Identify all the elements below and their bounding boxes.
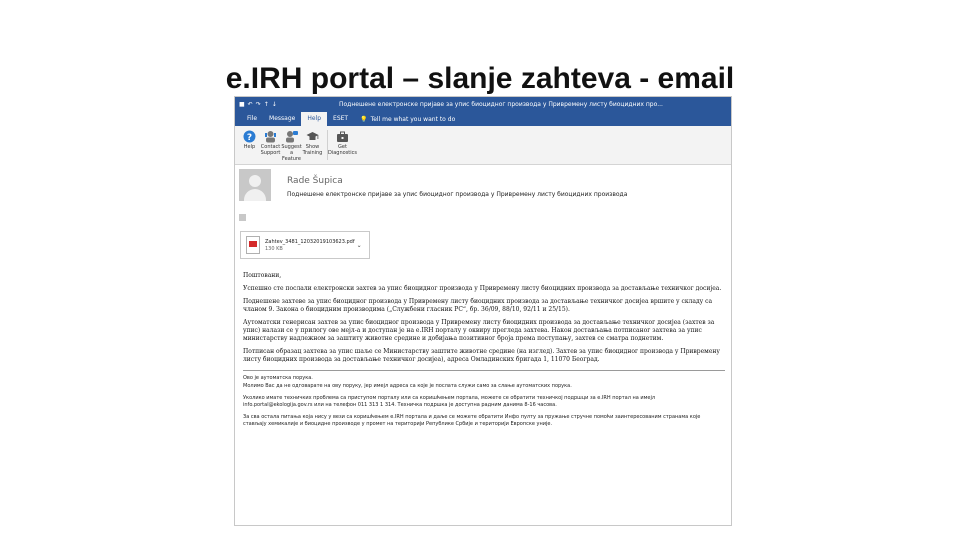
contact-support-button[interactable] bbox=[260, 126, 281, 164]
recipient-row[interactable] bbox=[239, 214, 246, 221]
tab-eset[interactable]: ESET bbox=[333, 115, 349, 122]
help-icon bbox=[243, 129, 257, 143]
attachment-info bbox=[265, 239, 355, 252]
redo-icon[interactable]: ↷ bbox=[255, 101, 264, 108]
up-icon[interactable]: ↑ bbox=[263, 101, 272, 108]
help-button[interactable] bbox=[239, 126, 260, 164]
attachment-name: Zahtev_3481_12032019103623.pdf bbox=[265, 238, 355, 245]
suggest-feature-icon bbox=[285, 129, 299, 143]
footer-paragraph: Молимо Вас да не одговарате на ову поруку, јер имејл адреса са које је послата служи само за слање аутоматских порука. bbox=[243, 383, 572, 389]
sender-avatar bbox=[239, 169, 271, 201]
message-header bbox=[235, 165, 731, 225]
down-icon[interactable]: ↓ bbox=[271, 101, 280, 108]
footer-paragraph: За сва остала питања која нису у вези са коришћењем е.IRH портала и даље се можете обратити Инфо пулту за пружање стручне помоћи заинтересованим странама које стављају хемикалије и биоцидне производе у промет на територији Републике Србије и територији Европске уније. bbox=[243, 414, 701, 427]
contact-support-label: Contact Support bbox=[260, 144, 281, 156]
tab-file[interactable]: File bbox=[247, 115, 258, 122]
divider bbox=[243, 370, 725, 371]
get-diagnostics-label: Get Diagnostics bbox=[328, 144, 358, 156]
get-diagnostics-button[interactable] bbox=[328, 126, 358, 164]
recipient-avatar bbox=[239, 214, 246, 221]
lightbulb-icon: 💡 bbox=[360, 115, 368, 123]
window-titlebar bbox=[235, 97, 731, 112]
body-paragraph: Поштовани, bbox=[243, 272, 282, 279]
email-window bbox=[234, 96, 732, 526]
suggest-feature-label: Suggest a Feature bbox=[281, 144, 302, 162]
body-paragraph: Поднешене захтеве за упис биоцидног производа у Привремену листу биоцидних производа за достављање техничког досијеа вршите у складу са чланом 9. Закона о биоцидним производима („Службени гласник РС“, бр. 36/09, 88/10, 92/11 и 25/15). bbox=[243, 298, 713, 313]
chevron-down-icon[interactable]: ⌄ bbox=[356, 241, 362, 249]
ribbon bbox=[235, 126, 731, 165]
show-training-icon bbox=[306, 129, 320, 143]
attachment-card[interactable] bbox=[240, 231, 370, 259]
tell-me-text: Tell me what you want to do bbox=[370, 115, 456, 123]
footer-paragraph: Уколико имате техничких проблема са приступом порталу или са коришћењем портала, можете се обратити техничкој подршци за е.IRH портал на имејл info.portal@ekologija.gov.rs или на телефон 011 313 1 314. Техничка подршка је доступна радним данима 8-16 часова. bbox=[243, 395, 656, 408]
quick-access-toolbar[interactable] bbox=[239, 97, 280, 112]
email-footer bbox=[243, 375, 725, 428]
tab-help[interactable]: Help bbox=[301, 112, 327, 126]
email-body bbox=[243, 272, 725, 433]
undo-icon[interactable]: ↶ bbox=[247, 101, 256, 108]
body-paragraph: Аутоматски генерисан захтев за упис биоцидног производа у Привремену листу биоцидних производа за достављање техничког досијеа (захтев за упис) налази се у прилогу ове мејл-а и доступан је на е.IRH порталу у оквиру прегледа захтева. Након достављања потписаног захтева за упис министарству надлежном за заштиту животне средине и добијања позитивног броја према поступању, захтев се сматра поднетим. bbox=[243, 319, 715, 342]
save-icon[interactable]: ■ bbox=[239, 101, 248, 108]
window-title: Поднешене електронске пријаве за упис биоцидног производа у Привремену листу биоцидних про... bbox=[339, 101, 663, 108]
show-training-button[interactable] bbox=[302, 126, 323, 164]
get-diagnostics-icon bbox=[336, 129, 350, 143]
sender-name[interactable]: Rade Šupica bbox=[287, 176, 343, 186]
ribbon-tabs bbox=[235, 112, 731, 126]
slide-title: e.IRH portal – slanje zahteva - email bbox=[225, 62, 735, 95]
suggest-feature-button[interactable] bbox=[281, 126, 302, 164]
body-paragraph: Успешно сте послали електронски захтев за упис биоцидног производа у Привремену листу биоцидних производа за достављање техничког досијеа. bbox=[243, 285, 722, 292]
footer-paragraph: Ово је аутоматска порука. bbox=[243, 375, 313, 381]
svg-text:?: ? bbox=[246, 132, 253, 143]
tab-message[interactable]: Message bbox=[269, 115, 296, 122]
help-label: Help bbox=[243, 144, 256, 150]
show-training-label: Show Training bbox=[302, 144, 323, 156]
email-subject: Поднешене електронске пријаве за упис биоцидног производа у Привремену листу биоцидних производа bbox=[287, 191, 628, 198]
pdf-icon bbox=[246, 236, 260, 254]
contact-support-icon bbox=[264, 129, 278, 143]
body-paragraph: Потписан образац захтева за упис шаље се Министарству заштите животне средине (на изглед). Захтев за упис биоцидног производа у Привремену листу биоцидних производа за достављање техничког досијеа), адреса Омладинских бригада 1, 11070 Београд. bbox=[243, 348, 720, 363]
tell-me-box[interactable] bbox=[360, 116, 455, 123]
attachment-size: 130 KB bbox=[265, 245, 283, 252]
